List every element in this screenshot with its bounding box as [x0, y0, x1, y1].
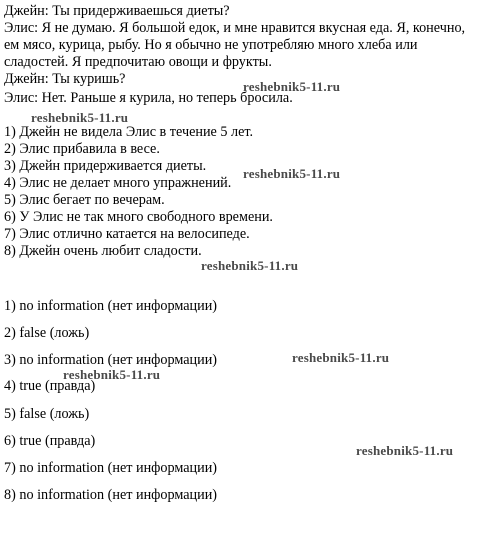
statement-item: 1) Джейн не видела Элис в течение 5 лет.: [4, 124, 254, 140]
statement-item: 8) Джейн очень любит сладости.: [4, 243, 202, 259]
answer-item: 8) no information (нет информации): [4, 487, 218, 503]
answer-item: 6) true (правда): [4, 433, 96, 449]
dialogue-line: Джейн: Ты куришь?: [4, 71, 126, 87]
answer-item: 5) false (ложь): [4, 406, 90, 422]
statement-item: 6) У Элис не так много свободного времени.: [4, 209, 273, 225]
watermark: reshebnik5-11.ru: [63, 367, 161, 382]
answer-item: 1) no information (нет информации): [4, 298, 218, 314]
answer-item: 3) no information (нет информации): [4, 352, 218, 368]
answer-item: 7) no information (нет информации): [4, 460, 218, 476]
statement-item: 3) Джейн придерживается диеты.: [4, 158, 207, 174]
statement-item: 4) Элис не делает много упражнений.: [4, 175, 232, 191]
watermark: reshebnik5-11.ru: [356, 443, 454, 458]
statement-item: 2) Элис прибавила в весе.: [4, 141, 160, 157]
dialogue-line: сладостей. Я предпочитаю овощи и фрукты.: [4, 54, 272, 70]
watermark: reshebnik5-11.ru: [243, 79, 341, 94]
watermark: reshebnik5-11.ru: [31, 110, 129, 125]
dialogue-line: ем мясо, курица, рыбу. Но я обычно не употребляю много хлеба или: [4, 37, 418, 53]
statement-item: 5) Элис бегает по вечерам.: [4, 192, 165, 208]
answer-item: 2) false (ложь): [4, 325, 90, 341]
statement-item: 7) Элис отлично катается на велосипеде.: [4, 226, 250, 242]
watermark: reshebnik5-11.ru: [243, 166, 341, 181]
dialogue-line: Джейн: Ты придерживаешься диеты?: [4, 3, 230, 19]
dialogue-line: Элис: Нет. Раньше я курила, но теперь бросила.: [4, 90, 293, 106]
dialogue-line: Элис: Я не думаю. Я большой едок, и мне нравится вкусная еда. Я, конечно,: [4, 20, 466, 36]
watermark: reshebnik5-11.ru: [292, 350, 390, 365]
watermark: reshebnik5-11.ru: [201, 258, 299, 273]
answer-item: 4) true (правда): [4, 378, 96, 394]
